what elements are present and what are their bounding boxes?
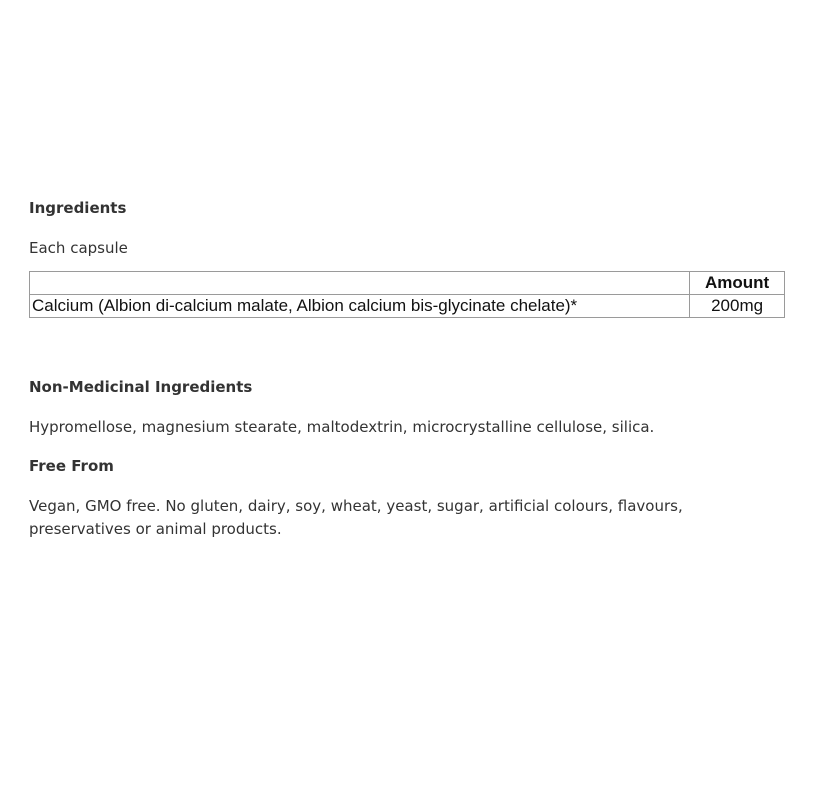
ingredient-name-cell: Calcium (Albion di-calcium malate, Albion calcium bis-glycinate chelate)*	[30, 295, 690, 318]
table-header-amount: Amount	[690, 272, 785, 295]
free-from-text: Vegan, GMO free. No gluten, dairy, soy, wheat, yeast, sugar, artificial colours, flavours, preservatives or animal products.	[29, 497, 683, 538]
ingredients-table	[29, 271, 785, 318]
ingredient-amount-cell: 200mg	[690, 295, 785, 318]
non-medicinal-heading: Non-Medicinal Ingredients	[29, 378, 253, 396]
table-row	[30, 295, 785, 318]
non-medicinal-text: Hypromellose, magnesium stearate, maltodextrin, microcrystalline cellulose, silica.	[29, 418, 655, 436]
each-capsule-label: Each capsule	[29, 239, 128, 257]
free-from-heading: Free From	[29, 457, 114, 475]
table-header-ingredient	[30, 272, 690, 295]
ingredients-heading: Ingredients	[29, 199, 127, 217]
table-header-row	[30, 272, 785, 295]
